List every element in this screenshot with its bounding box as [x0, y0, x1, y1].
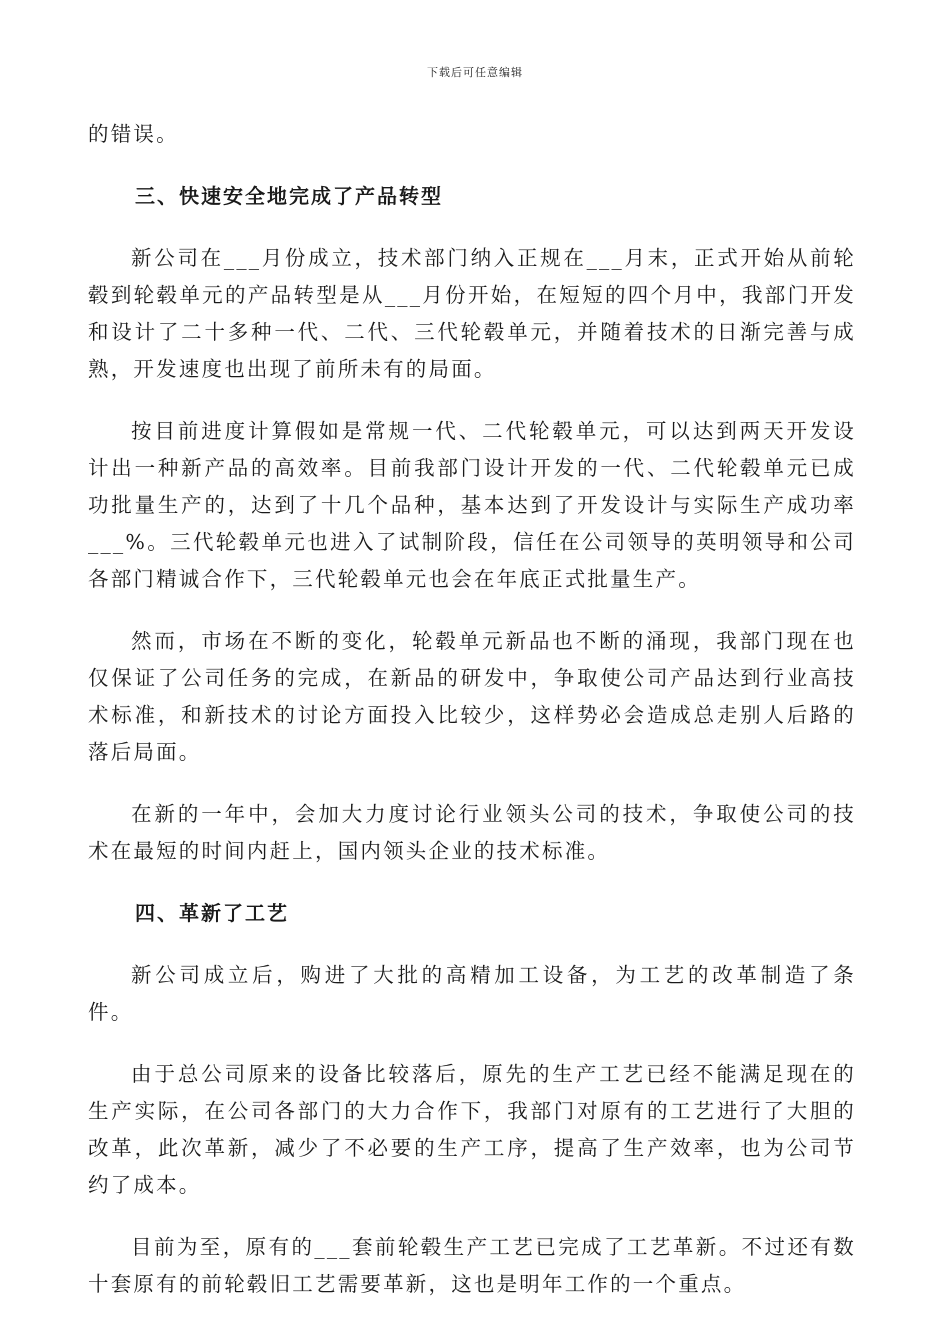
paragraph: 然而，市场在不断的变化，轮毂单元新品也不断的涌现，我部门现在也仅保证了公司任务的完成，在新品的研发中，争取使公司产品达到行业高技术标准，和新技术的讨论方面投入比较少，这样势必会造成总走别人后路的落后局面。 [88, 629, 856, 764]
section-heading: 三、快速安全地完成了产品转型 [135, 184, 443, 208]
page-header: 下载后可任意编辑 [427, 66, 523, 79]
paragraph: 新公司在___月份成立，技术部门纳入正规在___月末，正式开始从前轮毂到轮毂单元的产品转型是从___月份开始，在短短的四个月中，我部门开发和设计了二十多种一代、二代、三代轮毂单元，并随着技术的日渐完善与成熟，开发速度也出现了前所未有的局面。 [88, 246, 856, 381]
paragraph: 新公司成立后，购进了大批的高精加工设备，为工艺的改革制造了条件。 [88, 963, 856, 1024]
document-body [88, 116, 856, 1328]
paragraph: 按目前进度计算假如是常规一代、二代轮毂单元，可以达到两天开发设计出一种新产品的高效率。目前我部门设计开发的一代、二代轮毂单元已成功批量生产的，达到了十几个品种，基本达到了开发设计与实际生产成功率___%。三代轮毂单元也进入了试制阶段，信任在公司领导的英明领导和公司各部门精诚合作下，三代轮毂单元也会在年底正式批量生产。 [88, 419, 856, 591]
section-heading: 四、革新了工艺 [135, 901, 289, 925]
paragraph: 的错误。 [88, 122, 179, 146]
paragraph: 目前为至，原有的___套前轮毂生产工艺已完成了工艺革新。不过还有数十套原有的前轮毂旧工艺需要革新，这也是明年工作的一个重点。 [88, 1235, 856, 1296]
paragraph: 由于总公司原来的设备比较落后，原先的生产工艺已经不能满足现在的生产实际，在公司各部门的大力合作下，我部门对原有的工艺进行了大胆的改革，此次革新，减少了不必要的生产工序，提高了生产效率，也为公司节约了成本。 [88, 1062, 856, 1197]
paragraph: 在新的一年中，会加大力度讨论行业领头公司的技术，争取使公司的技术在最短的时间内赶上，国内领头企业的技术标准。 [88, 802, 856, 863]
